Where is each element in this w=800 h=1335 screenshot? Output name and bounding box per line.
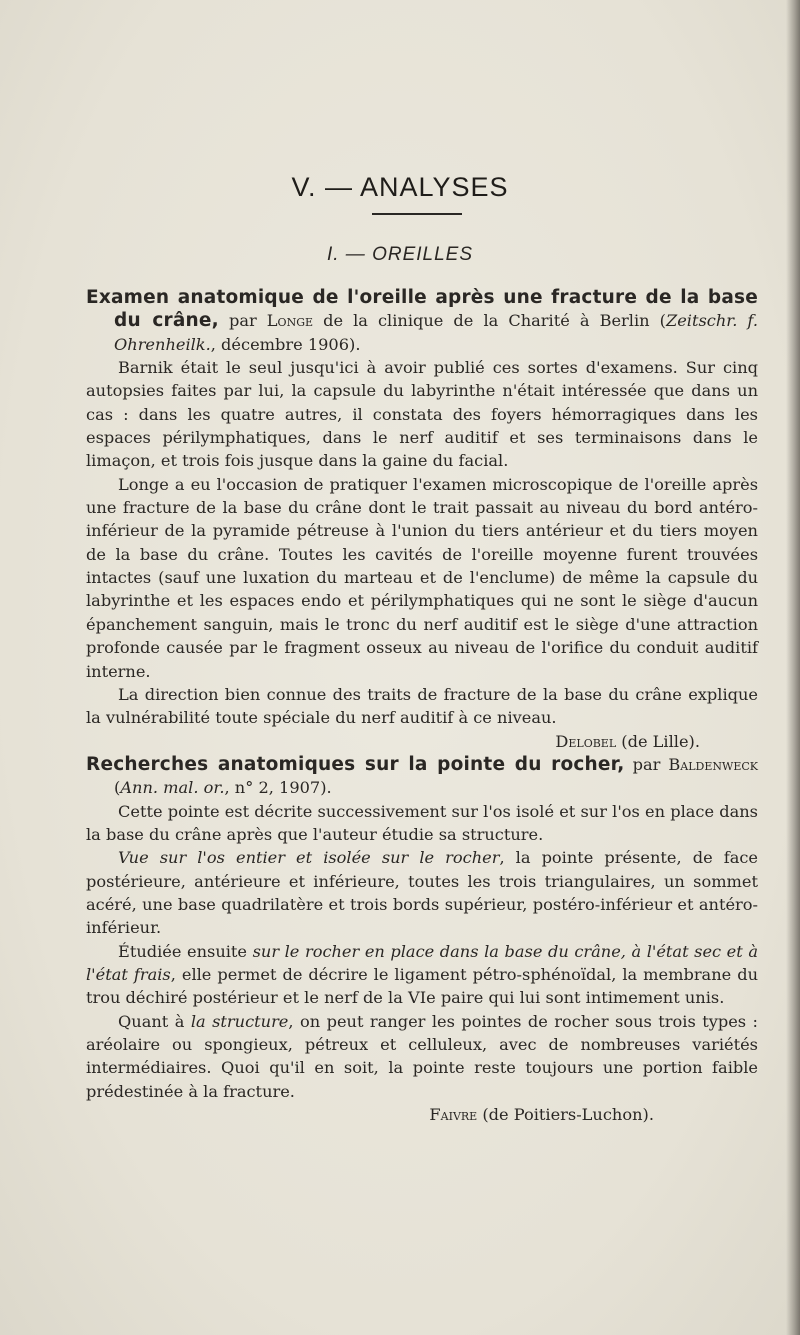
article1-byline-mid: de la clinique de la Charité à Berlin (: [313, 311, 666, 331]
article1-paragraph-2: Longe a eu l'occasion de pratiquer l'examen microscopique de l'oreille après une fracture de la base du crâne dont le trait passait au niveau du bord antéro-inférieur de la pyramide pétreuse à l'union du tiers antérieur et du tiers moyen de la base du crâne. Toutes les cavités de l'oreille moyenne furent trouvées intactes (sauf une luxation du marteau et de l'enclume) de même la capsule du labyrinthe et les espaces endo et périlymphatiques qui ne sont le siège d'aucun épanchement sanguin, mais le tronc du nerf auditif est le siège d'une attraction profonde causée par le fragment osseux au niveau de l'orifice du conduit auditif interne.: [86, 474, 758, 681]
article2-heading: [86, 753, 758, 800]
article2-byline-end: , n° 2, 1907).: [224, 778, 332, 798]
article2-paragraph-3: [86, 940, 758, 1010]
article1-author: Longe: [266, 311, 314, 331]
subsection-title: I. — OREILLES: [326, 244, 474, 265]
article2-paragraph-2: [86, 846, 758, 939]
section-title: V. — ANALYSES: [291, 172, 509, 202]
body-text: [86, 286, 758, 1126]
article1-sig-place: (de Lille).: [616, 731, 700, 751]
article1-par: par: [218, 311, 267, 331]
article2-p4-rest: , on peut ranger les pointes de rocher sous trois types : aréolaire ou spongieux, pétreux et celluleux, avec de nombreuses variétés intermédiaires. Quoi qu'il en soit, la pointe reste toujours une portion faible prédestinée à la fracture.: [86, 1011, 758, 1101]
article2-journal: Ann. mal. or.: [120, 778, 225, 798]
article2-paragraph-1: Cette pointe est décrite successivement sur l'os isolé et sur l'os en place dans la base du crâne après que l'auteur étudie sa structure.: [86, 801, 758, 844]
article1-journal: Zeitschr. f. Ohrenheilk.: [114, 311, 758, 354]
article2-sig-name: Faivre: [429, 1105, 478, 1125]
article2-p2-rest: , la pointe présente, de face postérieure, antérieure et inférieure, toutes les trois triangulaires, un sommet acéré, une base quadrilatère et trois bords supérieur, postéro-inférieur et antéro-inférieur.: [86, 848, 758, 938]
article2-paragraph-4: [86, 1010, 758, 1103]
article2-p4-italic: la structure: [190, 1011, 289, 1031]
article2-title: Recherches anatomiques sur la pointe du rocher,: [86, 753, 625, 775]
article2-author: Baldenweck: [668, 754, 758, 774]
article2-p3-rest: , elle permet de décrire le ligament pétro-sphénoïdal, la membrane du trou déchiré postérieur et le nerf de la VIe paire qui lui sont intimement unis.: [86, 964, 758, 1008]
article1-signature: [86, 730, 758, 753]
article2-par: par: [624, 754, 669, 774]
article1-title: Examen anatomique de l'oreille après une fracture de la base du crâne,: [86, 287, 758, 332]
article1-sig-name: Delobel: [555, 731, 617, 751]
article2-p2-italic: Vue sur l'os entier et isolée sur le rocher: [118, 848, 500, 868]
article2-p4-start: Quant à: [118, 1011, 191, 1031]
article2-sig-place: (de Poitiers-Luchon).: [477, 1105, 654, 1125]
article1-byline-end: , décembre 1906).: [210, 334, 361, 354]
title-rule: [372, 213, 462, 215]
article2-p3-italic: sur le rocher en place dans la base du crâne, à l'état sec et à l'état frais: [86, 941, 758, 984]
article1-paragraph-3: La direction bien connue des traits de fracture de la base du crâne explique la vulnérabilité toute spéciale du nerf auditif à ce niveau.: [86, 684, 758, 728]
article2-signature: [86, 1103, 758, 1126]
article1-heading: [86, 286, 758, 356]
article2-p3-start: Étudiée ensuite: [118, 941, 253, 961]
article1-paragraph-1: Barnik était le seul jusqu'ici à avoir publié ces sortes d'examens. Sur cinq autopsies faites par lui, la capsule du labyrinthe n'était intéressée que dans un cas : dans les quatre autres, il constata des foyers hémorragiques dans les espaces périlymphatiques, dans le nerf auditif et ses terminaisons dans le limaçon, et trois fois jusque dans la gaine du facial.: [86, 358, 758, 471]
article2-byline-open: (: [114, 778, 121, 798]
